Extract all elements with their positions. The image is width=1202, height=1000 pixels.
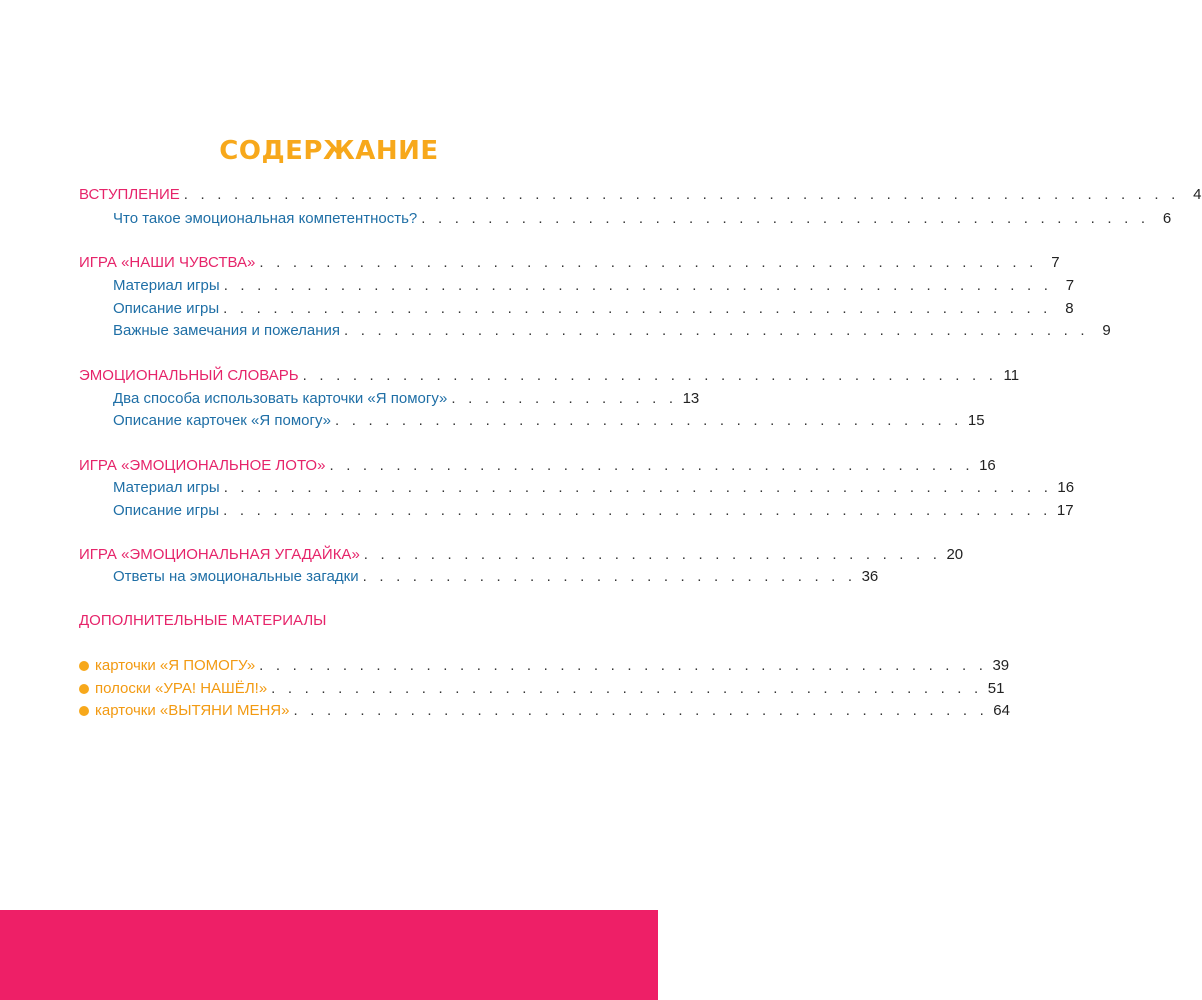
toc-entry-dictionary[interactable]: [79, 366, 1020, 386]
toc-entry-feelings-material[interactable]: [113, 276, 1075, 296]
leader-dots: . . . . . . . . . . . . . . . . . . . . . . . . . . . . . . . . . . . . . . . . . . . . .: [344, 322, 1089, 339]
toc-entry-feelings-notes[interactable]: [113, 321, 1111, 341]
leader-dots: . . . . . . . . . . . . . . . . . . . . . . . . . . . . . . . . . . . . . . . . . . . . . . .: [259, 254, 1038, 271]
leader-dots: . . . . . . . . . . . . . . . . . . . . . . . . . . . . . . . . . . . . . . . . . . . .: [421, 210, 1150, 227]
toc-page-number: 4: [1193, 186, 1202, 203]
toc-entry-game-guess[interactable]: [79, 545, 964, 565]
toc-entry-label: Описание игры: [113, 502, 220, 519]
bullet-dot-icon: [79, 684, 89, 694]
toc-page-number: 16: [1057, 479, 1075, 496]
toc-page-number: 7: [1065, 277, 1075, 294]
toc-page-number: 39: [992, 657, 1010, 674]
leader-dots: . . . . . . . . . . . . . . . . . . . . . . . . . . . . . . . . . . . . . . . . . . .: [271, 680, 983, 697]
footer-band: [0, 910, 658, 1000]
toc-page-number: 51: [987, 680, 1005, 697]
leader-dots: . . . . . . . . . . . . . . . . . . . . . . . . . . . . . . . . . . . . . . . . . . . . . . . . . .: [223, 502, 1052, 519]
toc-page-number: 64: [993, 702, 1010, 719]
bullet-dot-icon: [79, 661, 89, 671]
toc-entry-cards-description[interactable]: [113, 411, 985, 431]
toc-page-number: 20: [946, 546, 964, 563]
leader-dots: . . . . . . . . . . . . . . . . . . . . . . . . . . . . . . . . . . . . . . . . . .: [302, 367, 998, 384]
toc-entry-label: ИГРА «НАШИ ЧУВСТВА»: [79, 254, 256, 271]
toc-entry-cards-i-help[interactable]: [79, 656, 1010, 676]
toc-entry-label: Что такое эмоциональная компетентность?: [113, 210, 418, 227]
leader-dots: . . . . . . . . . . . . . . . . . . . . . . . . . . . . . . . . . . . . . . . . . . . . . . . . . .: [223, 479, 1053, 496]
toc-entry-label: Два способа использовать карточки «Я помогу»: [113, 390, 448, 407]
toc-entry-game-lotto[interactable]: [79, 456, 996, 476]
leader-dots: . . . . . . . . . . . . . .: [451, 390, 678, 407]
toc-entry-strips-hooray[interactable]: [79, 679, 1005, 699]
toc-page-number: 7: [1051, 254, 1060, 271]
toc-entry-lotto-material[interactable]: [113, 478, 1075, 498]
toc-entry-cards-pull-me[interactable]: [79, 701, 1010, 721]
toc-entry-label: Важные замечания и пожелания: [113, 322, 341, 339]
leader-dots: . . . . . . . . . . . . . . . . . . . . . . . . . . . . . . . . . . . . . . . . . . . . . . . . . .: [223, 277, 1053, 294]
toc-entry-label: карточки «ВЫТЯНИ МЕНЯ»: [95, 702, 290, 719]
leader-dots: . . . . . . . . . . . . . . . . . . . . . . . . . . . . . . . . . . . . . . . . . . . . . . . . . . . . . . . . . . . .: [183, 186, 1180, 203]
toc-entry-label: ЭМОЦИОНАЛЬНЫЙ СЛОВАРЬ: [79, 367, 299, 384]
leader-dots: . . . . . . . . . . . . . . . . . . . . . . . . . . . . . . . . . . . . . . . . . .: [293, 702, 988, 719]
toc-entry-competence[interactable]: [113, 209, 1172, 229]
leader-dots: . . . . . . . . . . . . . . . . . . . . . . . . . . . . . .: [362, 568, 857, 585]
toc-page-number: 16: [979, 457, 996, 474]
leader-dots: . . . . . . . . . . . . . . . . . . . . . . . . . . . . . . . . . . . . . .: [334, 412, 963, 429]
toc-entry-label: ВСТУПЛЕНИЕ: [79, 186, 180, 203]
toc-entry-label: ДОПОЛНИТЕЛЬНЫЕ МАТЕРИАЛЫ: [79, 612, 327, 629]
bullet-dot-icon: [79, 706, 89, 716]
toc-entry-intro[interactable]: [79, 185, 1202, 205]
toc-page-number: 36: [861, 568, 879, 585]
toc-entry-riddle-answers[interactable]: [113, 567, 879, 587]
toc-entry-label: ИГРА «ЭМОЦИОНАЛЬНАЯ УГАДАЙКА»: [79, 546, 360, 563]
leader-dots: . . . . . . . . . . . . . . . . . . . . . . . . . . . . . . . . . . . . . . . . . . . .: [259, 657, 988, 674]
toc-page-number: 6: [1162, 210, 1172, 227]
leader-dots: . . . . . . . . . . . . . . . . . . . . . . . . . . . . . . . . . . . . . . . . . . . . . . . . . .: [223, 300, 1052, 317]
toc-entry-two-ways[interactable]: [113, 389, 700, 409]
toc-entry-lotto-description[interactable]: [113, 501, 1074, 521]
toc-entry-label: Материал игры: [113, 479, 220, 496]
toc-page-number: 9: [1102, 322, 1111, 339]
page-title: СОДЕРЖАНИЕ: [219, 136, 439, 166]
toc-entry-label: Ответы на эмоциональные загадки: [113, 568, 359, 585]
toc-page-number: 15: [967, 412, 985, 429]
toc-page-number: 17: [1056, 502, 1074, 519]
leader-dots: . . . . . . . . . . . . . . . . . . . . . . . . . . . . . . . . . . . . . . .: [329, 457, 974, 474]
toc-entry-extra-materials[interactable]: [79, 611, 552, 631]
toc-page-number: 8: [1065, 300, 1074, 317]
toc-entry-label: Материал игры: [113, 277, 220, 294]
leader-dots: . . . . . . . . . . . . . . . . . . . . . . . . . . . . . . . . . . .: [363, 546, 942, 563]
toc-entry-game-feelings[interactable]: [79, 253, 1060, 273]
toc-entry-label: полоски «УРА! НАШЁЛ!»: [95, 680, 268, 697]
toc-entry-label: Описание игры: [113, 300, 220, 317]
toc-page-number: 13: [682, 390, 700, 407]
toc-entry-label: карточки «Я ПОМОГУ»: [95, 657, 256, 674]
toc-entry-label: ИГРА «ЭМОЦИОНАЛЬНОЕ ЛОТО»: [79, 457, 326, 474]
toc-entry-label: Описание карточек «Я помогу»: [113, 412, 331, 429]
toc-page-number: 11: [1003, 367, 1020, 384]
toc-entry-feelings-description[interactable]: [113, 299, 1074, 319]
